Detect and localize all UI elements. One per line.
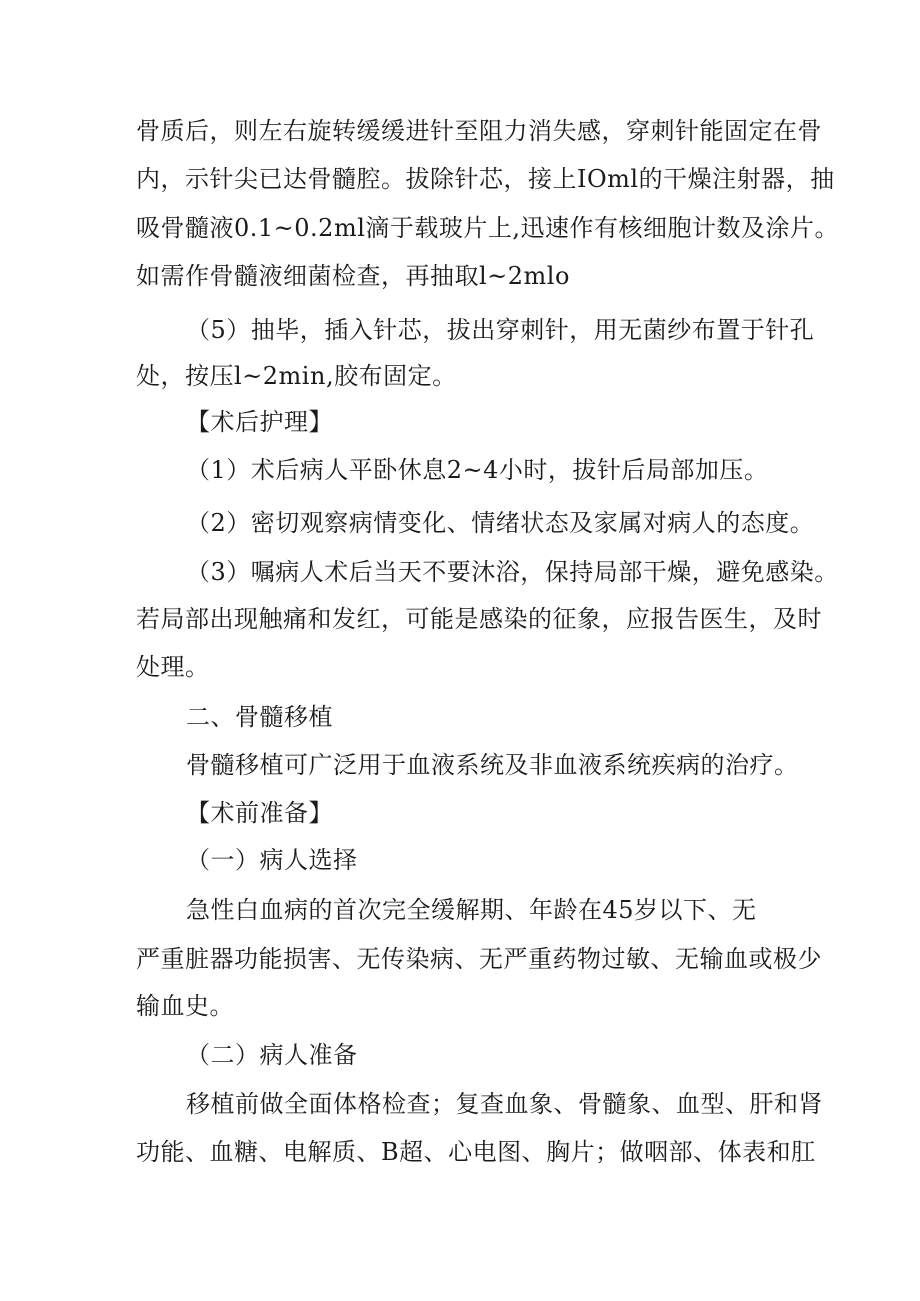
text-line: 内，示针尖已达骨髓腔。拔除针芯，接上IOml的干燥注射器，抽 <box>136 165 835 193</box>
text-line: （1）术后病人平卧休息2~4小时，拔针后局部加压。 <box>186 456 769 484</box>
section-heading: 二、骨髓移植 <box>186 703 333 731</box>
text-line: 若局部出现触痛和发红，可能是感染的征象，应报告医生，及时 <box>136 605 822 633</box>
text-line: 吸骨髓液0.1~0.2ml滴于载玻片上,迅速作有核细胞计数及涂片。 <box>136 214 840 242</box>
text-line: 骨髓移植可广泛用于血液系统及非血液系统疾病的治疗。 <box>186 751 799 779</box>
section-heading: 【术后护理】 <box>186 408 333 436</box>
text-line: 如需作骨髓液细菌检查，再抽取l~2mlo <box>136 262 570 290</box>
text-line: 严重脏器功能损害、无传染病、无严重药物过敏、无输血或极少 <box>136 945 822 973</box>
text-line: 急性白血病的首次完全缓解期、年龄在45岁以下、无 <box>186 896 757 924</box>
text-line: 处，按压l~2min,胶布固定。 <box>136 362 457 390</box>
section-heading: 【术前准备】 <box>186 799 333 827</box>
text-line: 处理。 <box>136 653 210 681</box>
text-line: 功能、血糖、电解质、B超、心电图、胸片；做咽部、体表和肛 <box>136 1138 816 1166</box>
text-line: 输血史。 <box>136 992 234 1020</box>
subsection-heading: （一）病人选择 <box>186 846 358 874</box>
text-line: （5）抽毕，插入针芯，拔出穿刺针，用无菌纱布置于针孔 <box>186 316 815 344</box>
text-line: （3）嘱病人术后当天不要沐浴，保持局部干燥，避免感染。 <box>186 558 839 586</box>
text-line: （2）密切观察病情变化、情绪状态及家属对病人的态度。 <box>186 509 815 537</box>
text-line: 移植前做全面体格检查；复查血象、骨髓象、血型、肝和肾 <box>186 1090 823 1118</box>
text-line: 骨质后，则左右旋转缓缓进针至阻力消失感，穿刺针能固定在骨 <box>136 117 822 145</box>
subsection-heading: （二）病人准备 <box>186 1041 358 1069</box>
